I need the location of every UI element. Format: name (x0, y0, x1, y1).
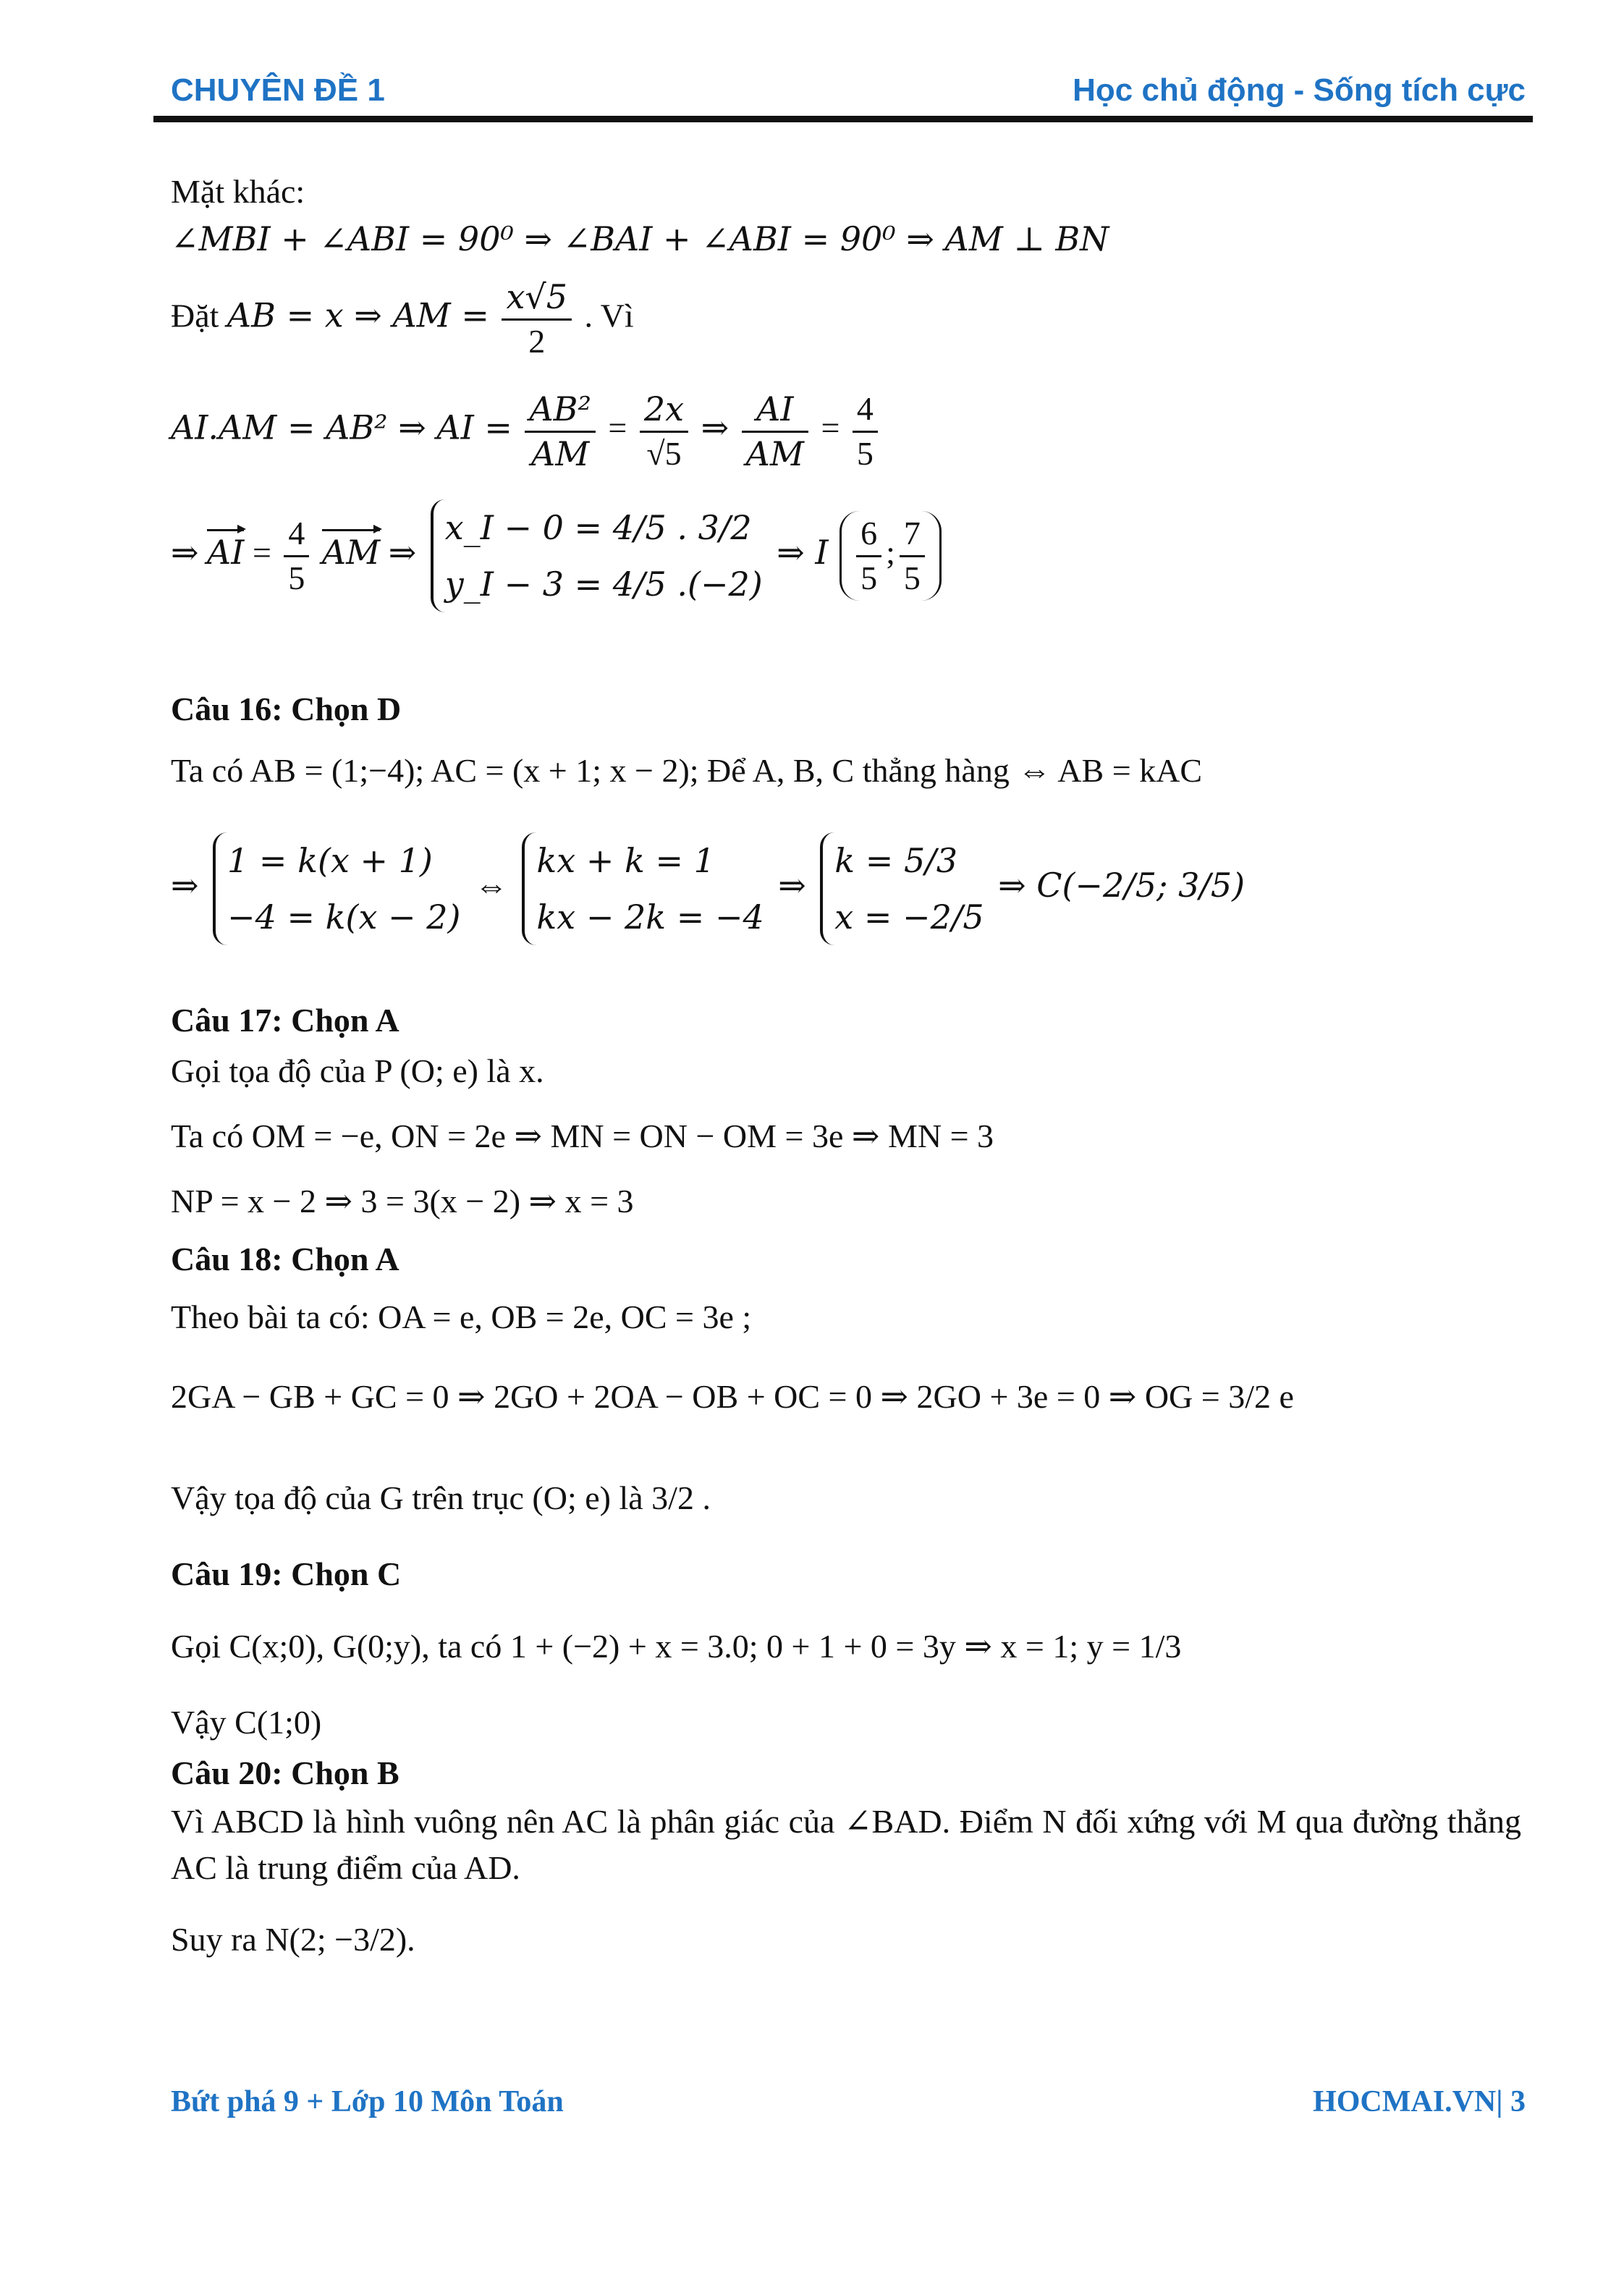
heading-cau-20: Câu 20: Chọn B (171, 1754, 399, 1791)
text-q17-line3: NP = x − 2 ⇒ 3 = 3(x − 2) ⇒ x = 3 (171, 1183, 634, 1220)
fraction-ab2-am: $\frac{\text{AB²}}{AM}$ (525, 391, 595, 472)
heading-cau-16: Câu 16: Chọn D (171, 690, 402, 727)
fraction-4-5b: $\frac{4}{5}$ (284, 515, 309, 596)
text-vi: . Vì (584, 297, 634, 334)
fraction-4-5: $\frac{4}{5}$ (853, 391, 878, 472)
text-q19-line2: Vậy C(1;0) (171, 1704, 322, 1741)
text-q17-line1: Gọi tọa độ của P (O; e) là x. (171, 1052, 544, 1089)
text-q17-line2: Ta có OM = −e, ON = 2e ⇒ MN = ON − OM = 3e ⇒ MN = 3 (171, 1117, 994, 1154)
text-q18-line1: Theo bài ta có: OA = e, OB = 2e, OC = 3e ; (171, 1298, 752, 1335)
result-i: ⇒ I (777, 532, 829, 572)
text-q20-line2: Suy ra N(2; −3/2). (171, 1921, 415, 1958)
text-q20-paragraph: Vì ABCD là hình vuông nên AC là phân giác của ∠BAD. Điểm N đối xứng với M qua đường thẳng AC là trung điểm của AD. (171, 1803, 1521, 1887)
heading-cau-17: Câu 17: Chọn A (171, 1002, 399, 1039)
header-rule (153, 116, 1533, 122)
header-chapter: CHUYÊN ĐỀ 1 (171, 72, 385, 108)
fraction-ai-am: $\frac{AI}{AM}$ (742, 391, 808, 472)
text-q19-line1: Gọi C(x;0), G(0;y), ta có 1 + (−2) + x = 3.0; 0 + 1 + 0 = 3y ⇒ x = 1; y = 1/3 (171, 1628, 1182, 1665)
vector-am: AM (322, 529, 380, 572)
math-ab-am: AB = x ⇒ AM = (227, 295, 489, 335)
fraction-2x-sqrt5: $\frac{2x}{√5}$ (640, 391, 688, 472)
line-q16-systems: ⇒ 1 = k(x + 1) −4 = k(x − 2) ⇔ kx + k = 1 kx − 2k = −4 ⇒ k = 5/3 x = −2/5 ⇒ C(−2/5; 3/5) (171, 832, 1245, 945)
system-1: 1 = k(x + 1) −4 = k(x − 2) (213, 832, 460, 945)
heading-cau-18: Câu 18: Chọn A (171, 1241, 399, 1277)
equation-angle: ∠MBI + ∠ABI = 90⁰ ⇒ ∠BAI + ∠ABI = 90⁰ ⇒ AM ⊥ BN (171, 219, 1109, 258)
line-vector-ai: ⇒ AI = $\frac{4}{5}$ AM ⇒ x_I − 0 = 4/5 . 3/2 y_I − 3 = 4/5 .(−2) ⇒ I $\frac{6}{5}$ ; $\frac{7}{5}$ (171, 499, 944, 612)
system-2: kx + k = 1 kx − 2k = −4 (522, 832, 764, 945)
text-mat-khac: Mặt khác: (171, 173, 305, 210)
point-i-coords: $\frac{6}{5}$ ; $\frac{7}{5}$ (840, 511, 942, 601)
text-q18-line3: Vậy tọa độ của G trên trục (O; e) là 3/2 . (171, 1479, 711, 1516)
line-ai-am: AI.AM = AB² ⇒ AI = $\frac{\text{AB²}}{AM}$ = $\frac{2x}{√5}$ ⇒ $\frac{AI}{AM}$ = $\frac{4}{5}$ (171, 391, 882, 472)
system-3: k = 5/3 x = −2/5 (820, 832, 984, 945)
system-i-coords: x_I − 0 = 4/5 . 3/2 y_I − 3 = 4/5 .(−2) (431, 499, 763, 612)
heading-cau-19: Câu 19: Chọn C (171, 1555, 402, 1592)
result-c: ⇒ C(−2/5; 3/5) (998, 865, 1246, 905)
text-dat: Đặt (171, 297, 227, 334)
text-q18-line2: 2GA − GB + GC = 0 ⇒ 2GO + 2OA − OB + OC = 0 ⇒ 2GO + 3e = 0 ⇒ OG = 3/2 e (171, 1378, 1294, 1415)
fraction-xsqrt5-2: $\frac{x√5}{2}$ (502, 279, 572, 360)
header-slogan: Học chủ động - Sống tích cực (1073, 72, 1526, 108)
vector-ai: AI (207, 529, 244, 572)
footer-course: Bứt phá 9 + Lớp 10 Môn Toán (171, 2085, 564, 2118)
math-ai-am: AI.AM = AB² ⇒ AI = (171, 407, 512, 447)
text-q16-line1: Ta có AB = (1;−4); AC = (x + 1; x − 2); Để A, B, C thẳng hàng ⇔ AB = kAC (171, 752, 1203, 789)
line-dat-ab (171, 279, 634, 360)
footer-site-page: HOCMAI.VN| 3 (1313, 2085, 1526, 2118)
